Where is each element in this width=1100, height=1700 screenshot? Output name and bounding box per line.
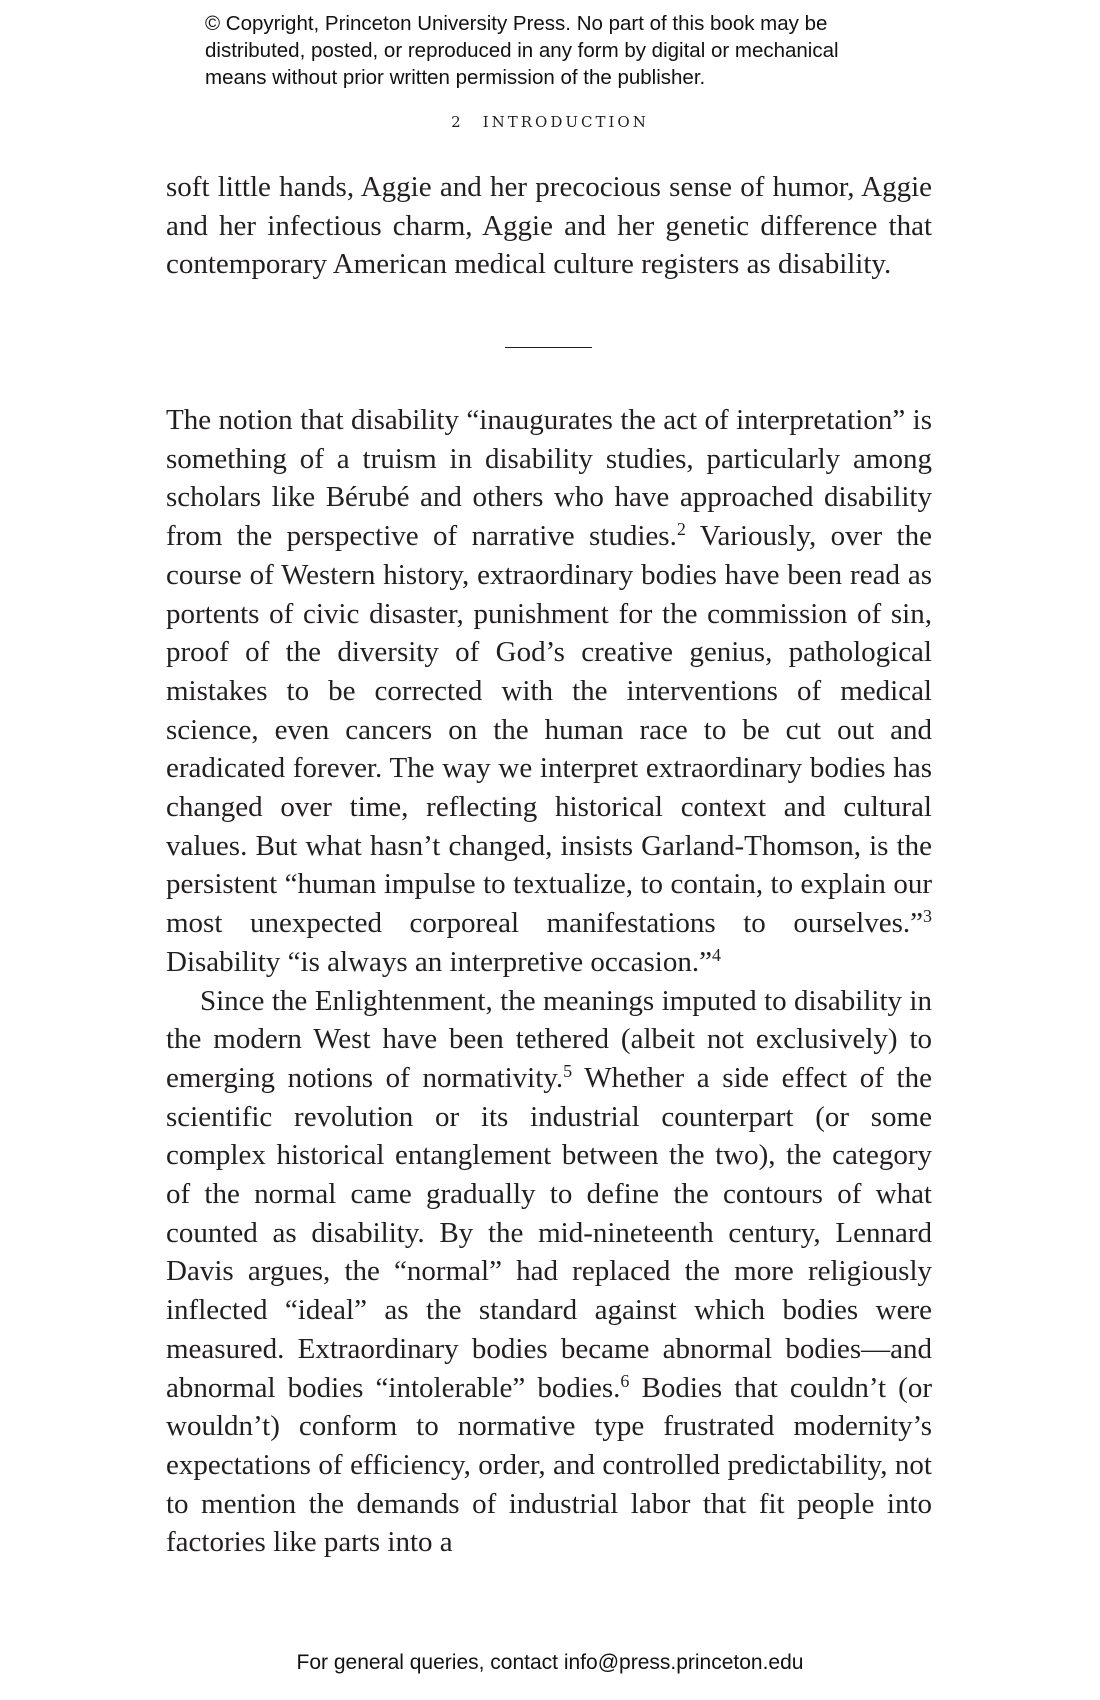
footnote-ref: 2 [676, 519, 686, 540]
footnote-ref: 5 [563, 1061, 573, 1082]
copyright-line: means without prior written permission of the publisher. [205, 66, 706, 89]
copyright-line: © Copyright, Princeton University Press. No part of this book may be [205, 12, 828, 35]
paragraph-text: Variously, over the course of Western history, extraordinary bodies have been read as portents of civic disaster, punishment for the commission of sin, proof of the diversity of God’s creative genius, pathological mistakes to be corrected with the interventions of medical science, even cancers on the human race to be cut out and eradicated forever. The way we interpret extraordinary bodies has changed over time, reflecting historical context and cultural values. But what hasn’t changed, insists Garland-Thomson, is the persistent “human impulse to textualize, to contain, to explain our most unexpected corporeal manifestations to ourselves.” [166, 520, 932, 940]
text-block-main [166, 401, 932, 1562]
footer-contact: For general queries, contact info@press.princeton.edu [296, 1651, 804, 1674]
paragraph-text: Whether a side effect of the scientific revolution or its industrial counterpart (or some complex historical entanglement between the two), the category of the normal came gradually to define the contours of what counted as disability. By the mid-nineteenth century, Lennard Davis argues, the “normal” had replaced the more religiously inflected “ideal” as the standard against which bodies were measured. Extraordinary bodies became abnormal bodies—and abnormal bodies “intolerable” bodies. [166, 1061, 932, 1404]
text-block-top [166, 168, 932, 284]
paragraph [166, 401, 932, 982]
paragraph-continued: soft little hands, Aggie and her precocious sense of humor, Aggie and her infectious charm, Aggie and her genetic difference that contemporary American medical culture registers as disability. [166, 171, 932, 281]
running-head [0, 113, 1100, 131]
paragraph [166, 982, 932, 1563]
footnote-ref: 4 [712, 944, 721, 965]
paragraph-text: Since the Enlightenment, the meanings imputed to disability in the modern West have been tethered (albeit not exclusively) to emerging notions of normativity. [166, 984, 932, 1094]
paragraph-text: The notion that disability “inaugurates the act of interpretation” is something of a truism in disability studies, particularly among scholars like Bérubé and others who have approached disability from the perspective of narrative studies. [166, 404, 932, 553]
footnote-ref: 3 [923, 906, 932, 927]
copyright-line: distributed, posted, or reproduced in any form by digital or mechanical [205, 39, 839, 62]
footnote-ref: 6 [620, 1370, 630, 1391]
chapter-title: INTRODUCTION [482, 113, 649, 131]
copyright-notice [205, 10, 965, 91]
paragraph-text: Bodies that couldn’t (or wouldn’t) conform to normative type frustrated modernity’s expectations of efficiency, order, and controlled predictability, not to mention the demands of industrial labor that fit people into factories like parts into a [166, 1371, 932, 1559]
paragraph-text: Disability “is always an interpretive occasion.” [166, 945, 712, 978]
page-number: 2 [451, 113, 461, 131]
section-break-rule [505, 347, 592, 348]
